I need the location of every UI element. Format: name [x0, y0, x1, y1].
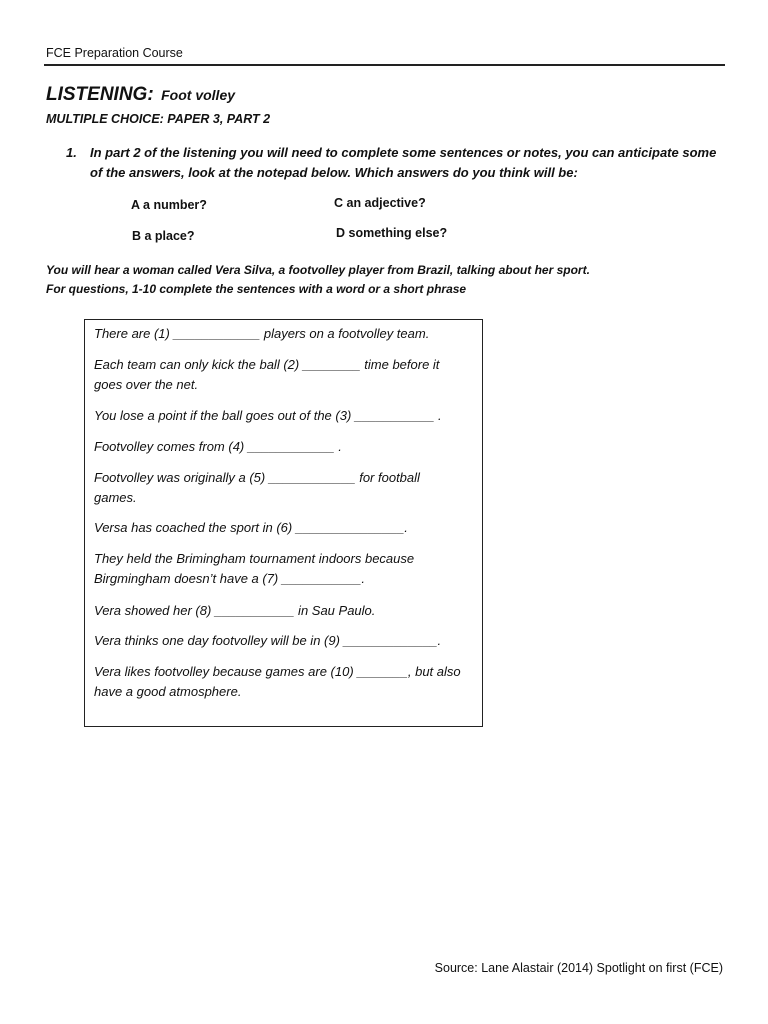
note-item-10: Vera likes footvolley because games are (10) _______, but also have a good atmosphere. [94, 664, 461, 699]
note-item-3: You lose a point if the ball goes out of the (3) ___________ . [94, 408, 442, 423]
note-item-1: There are (1) ____________ players on a footvolley team. [94, 326, 430, 341]
note-item-6: Versa has coached the sport in (6) _______________. [94, 520, 408, 535]
course-header: FCE Preparation Course [46, 46, 183, 60]
title-sub: Foot volley [161, 87, 236, 103]
option-d: D something else? [336, 226, 448, 240]
section-subtitle: MULTIPLE CHOICE: PAPER 3, PART 2 [46, 112, 271, 126]
header-divider [44, 64, 725, 66]
option-c: C an adjective? [334, 196, 426, 210]
note-item-8: Vera showed her (8) ___________ in Sau Paulo. [94, 603, 376, 618]
note-item-4: Footvolley comes from (4) ____________ . [94, 439, 342, 454]
instruction-line-1: You will hear a woman called Vera Silva, a footvolley player from Brazil, talking about her sport. [46, 263, 590, 277]
option-b: B a place? [132, 229, 195, 243]
question-text: In part 2 of the listening you will need to complete some sentences or notes, you can anticipate some of the answers, look at the notepad below. Which answers do you think will be: [90, 145, 717, 180]
note-item-5: Footvolley was originally a (5) ____________ for football games. [94, 470, 420, 505]
option-a: A a number? [131, 198, 207, 212]
notepad-box [84, 319, 483, 727]
question-1 [66, 143, 732, 183]
listening-instructions [46, 261, 590, 299]
note-item-7: They held the Brimingham tournament indoors because Birgmingham doesn’t have a (7) ___________. [94, 551, 415, 586]
question-number: 1. [66, 145, 77, 160]
page-title [46, 84, 235, 106]
source-citation: Source: Lane Alastair (2014) Spotlight on first (FCE) [434, 961, 723, 975]
note-item-9: Vera thinks one day footvolley will be in (9) _____________. [94, 633, 442, 648]
note-item-2: Each team can only kick the ball (2) ________ time before it goes over the net. [94, 357, 440, 392]
title-main: LISTENING: [46, 84, 154, 105]
instruction-line-2: For questions, 1-10 complete the sentences with a word or a short phrase [46, 282, 467, 296]
